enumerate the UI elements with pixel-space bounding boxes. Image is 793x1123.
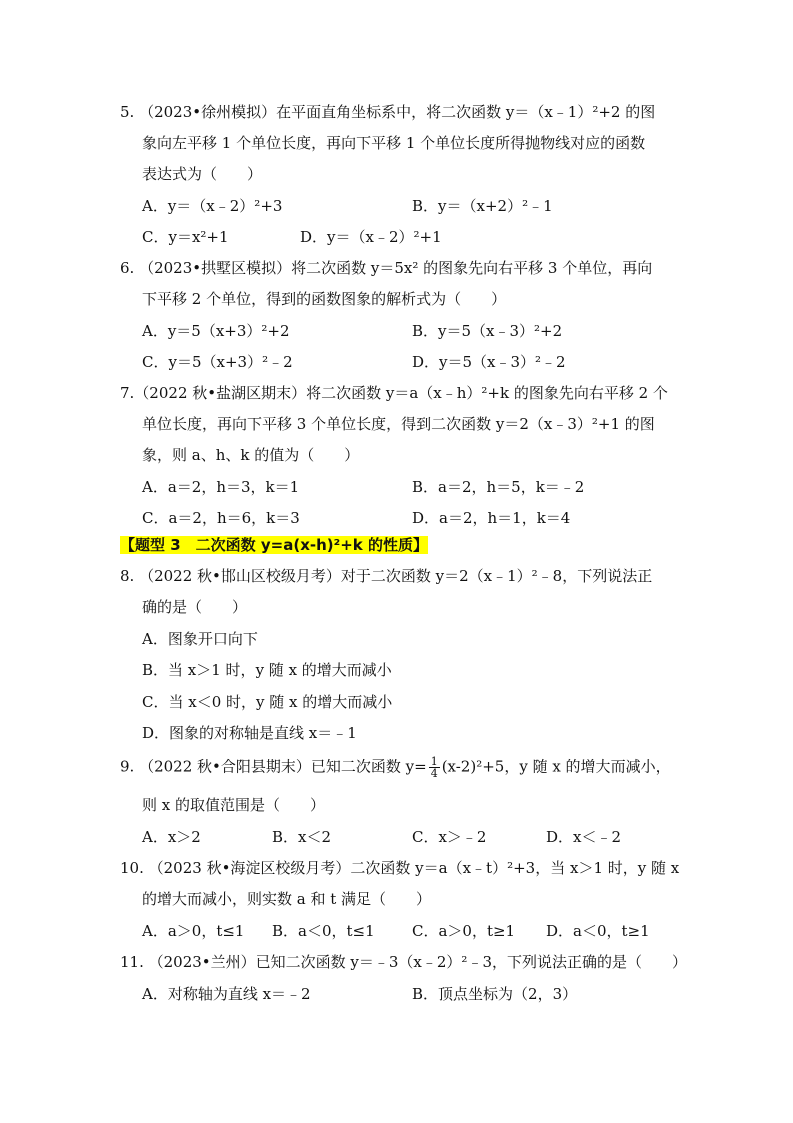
q9-stem-line1 xyxy=(120,756,671,779)
q5-stem-line2: 象向左平移 1 个单位长度，再向下平移 1 个单位长度所得抛物线对应的函数 xyxy=(142,134,646,152)
section-heading-prefix: 【题型 3 二次函数 xyxy=(120,536,261,554)
q8-stem-line2: 确的是（ ） xyxy=(142,598,248,616)
q9-option-c[interactable]: C．x＞﹣2 xyxy=(412,828,487,846)
q6-option-d[interactable]: D．y＝5（x﹣3）²﹣2 xyxy=(412,353,566,371)
q8-option-b[interactable]: B．当 x＞1 时，y 随 x 的增大而减小 xyxy=(142,661,392,679)
q11-option-b[interactable]: B．顶点坐标为（2，3） xyxy=(412,985,578,1003)
q6-option-c[interactable]: C．y＝5（x+3）²﹣2 xyxy=(142,353,293,371)
q5-option-a[interactable]: A．y＝（x﹣2）²+3 xyxy=(142,197,283,215)
q6-stem-line2: 下平移 2 个单位，得到的函数图象的解析式为（ ） xyxy=(142,290,507,308)
q8-option-a[interactable]: A．图象开口向下 xyxy=(142,630,258,648)
q9-option-a[interactable]: A．x＞2 xyxy=(142,828,201,846)
q10-option-a[interactable]: A．a＞0，t≤1 xyxy=(142,922,245,940)
q7-option-c[interactable]: C．a＝2，h＝6，k＝3 xyxy=(142,509,300,527)
q7-stem-line3: 象，则 a、h、k 的值为（ ） xyxy=(142,446,360,464)
q6-option-a[interactable]: A．y＝5（x+3）²+2 xyxy=(142,322,290,340)
q5-option-c[interactable]: C．y＝x²+1 xyxy=(142,228,229,246)
section-heading-formula: y=a(x-h)²+k xyxy=(260,536,363,554)
q8-option-c[interactable]: C．当 x＜0 时，y 随 x 的增大而减小 xyxy=(142,693,393,711)
q6-option-b[interactable]: B．y＝5（x﹣3）²+2 xyxy=(412,322,563,340)
q7-option-a[interactable]: A．a＝2，h＝3，k＝1 xyxy=(142,478,300,496)
q10-option-b[interactable]: B．a＜0，t≤1 xyxy=(272,922,375,940)
q9-fraction-denominator: 4 xyxy=(430,767,438,780)
q10-stem-line2: 的增大而减小，则实数 a 和 t 满足（ ） xyxy=(142,890,432,908)
q10-stem-line1: 10. （2023 秋•海淀区校级月考）二次函数 y＝a（x﹣t）²+3，当 x＞1 时，y 随 x xyxy=(120,859,680,877)
q10-option-d[interactable]: D．a＜0，t≥1 xyxy=(546,922,650,940)
q10-option-c[interactable]: C．a＞0，t≥1 xyxy=(412,922,516,940)
q5-stem-line3: 表达式为（ ） xyxy=(142,165,263,183)
q5-option-b[interactable]: B．y＝（x+2）²﹣1 xyxy=(412,197,553,215)
q5-option-d[interactable]: D．y＝（x﹣2）²+1 xyxy=(300,228,442,246)
q9-stem-suffix: (x-2)²+5，y 随 x 的增大而减小， xyxy=(441,757,671,776)
q6-stem-line1: 6. （2023•拱墅区模拟）将二次函数 y＝5x² 的图象先向右平移 3 个单位，再向 xyxy=(120,259,653,277)
q9-fraction xyxy=(429,756,440,779)
q7-stem-line1: 7.（2022 秋•盐湖区期末）将二次函数 y＝a（x﹣h）²+k 的图象先向右平移 2 个 xyxy=(120,384,668,402)
q9-option-b[interactable]: B．x＜2 xyxy=(272,828,332,846)
q11-stem-line1: 11. （2023•兰州）已知二次函数 y＝﹣3（x﹣2）²﹣3，下列说法正确的是（ ） xyxy=(120,953,687,971)
section-heading-type3 xyxy=(120,535,428,555)
q7-option-d[interactable]: D．a＝2，h＝1，k＝4 xyxy=(412,509,571,527)
q9-stem-line2: 则 x 的取值范围是（ ） xyxy=(142,796,325,814)
q11-option-a[interactable]: A．对称轴为直线 x＝﹣2 xyxy=(142,985,311,1003)
q5-stem-line1: 5. （2023•徐州模拟）在平面直角坐标系中，将二次函数 y＝（x﹣1）²+2 的图 xyxy=(120,103,656,121)
q7-option-b[interactable]: B．a＝2，h＝5，k＝﹣2 xyxy=(412,478,585,496)
q9-stem-prefix: 9. （2022 秋•合阳县期末）已知二次函数 y= xyxy=(120,757,427,776)
q9-option-d[interactable]: D．x＜﹣2 xyxy=(546,828,622,846)
q7-stem-line2: 单位长度，再向下平移 3 个单位长度，得到二次函数 y＝2（x﹣3）²+1 的图 xyxy=(142,415,655,433)
q8-stem-line1: 8. （2022 秋•邯山区校级月考）对于二次函数 y＝2（x﹣1）²﹣8，下列说法正 xyxy=(120,567,653,585)
q9-fraction-numerator: 1 xyxy=(430,755,438,768)
q8-option-d[interactable]: D．图象的对称轴是直线 x＝﹣1 xyxy=(142,724,357,742)
section-heading-suffix: 的性质】 xyxy=(362,536,428,554)
